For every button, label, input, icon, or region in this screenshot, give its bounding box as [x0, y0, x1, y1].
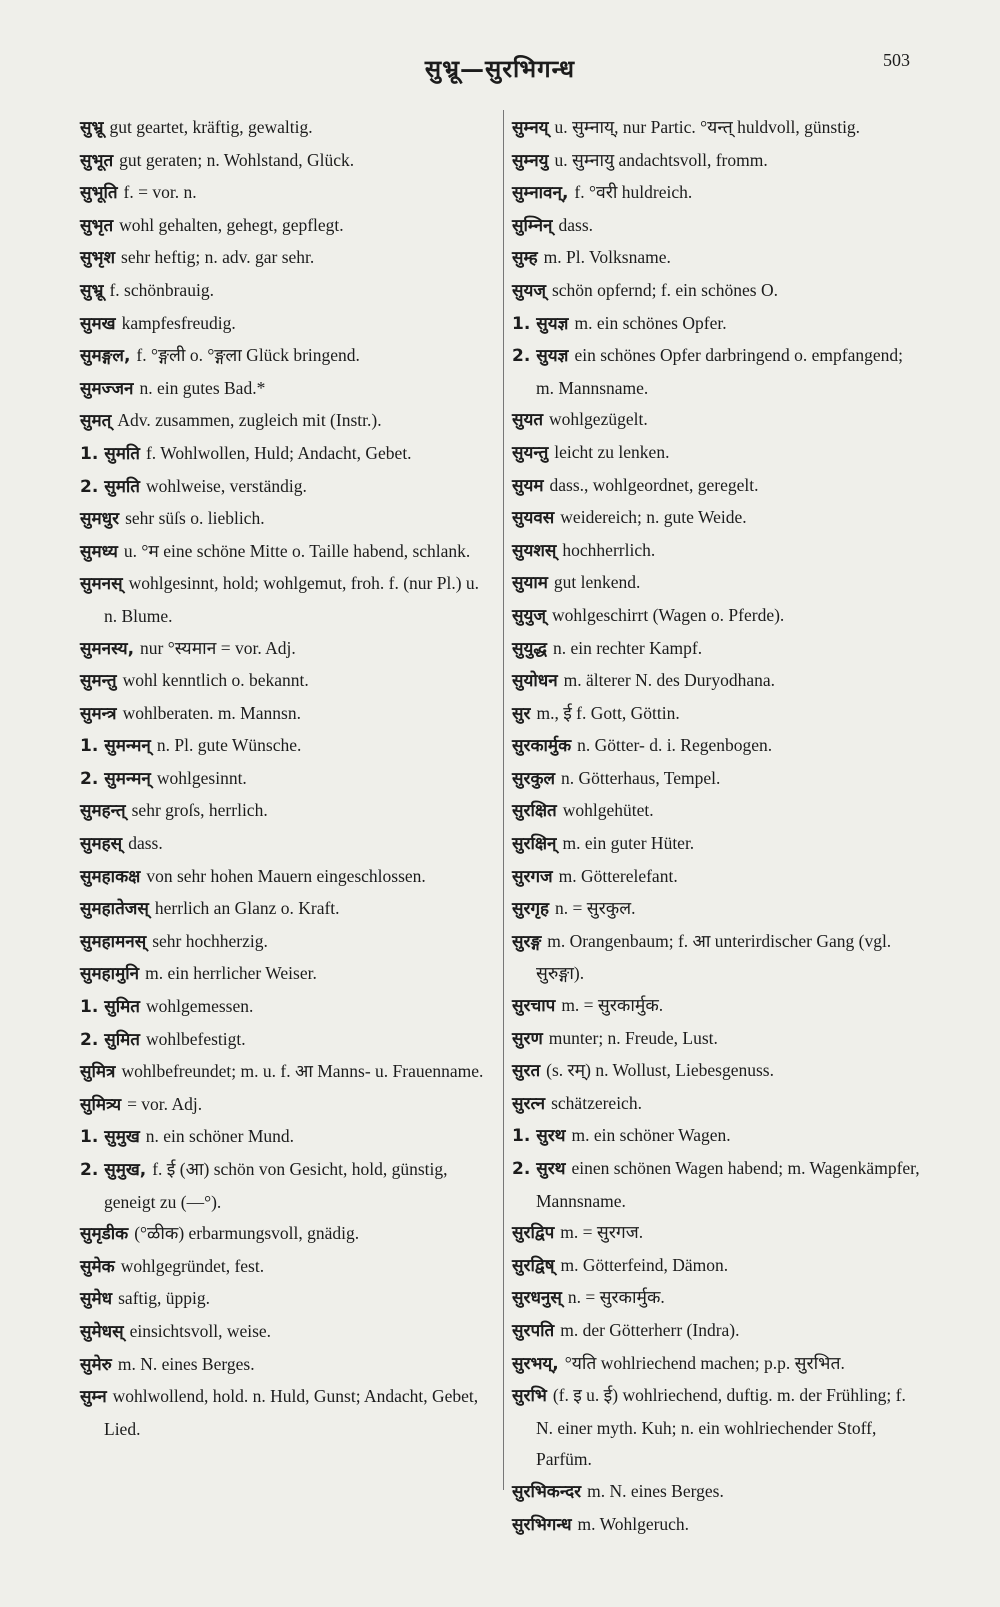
entry-headword: सुमन्तु [80, 671, 117, 692]
dictionary-entry [512, 828, 922, 861]
entry-headword: सुमहामनस् [80, 931, 147, 952]
dictionary-entry [512, 698, 922, 731]
entry-headword: सुमज्जन [80, 378, 134, 399]
dictionary-entry [512, 1348, 922, 1381]
dictionary-entry [80, 112, 495, 145]
dictionary-entry [80, 828, 495, 861]
dictionary-entry [80, 568, 495, 632]
entry-definition: hochherrlich. [562, 539, 656, 560]
entry-definition: einsichtsvoll, weise. [129, 1320, 272, 1341]
entry-headword: 2. सुरथ [512, 1159, 566, 1179]
dictionary-entry [80, 958, 495, 991]
dictionary-entry [512, 1509, 922, 1542]
dictionary-entry [80, 926, 495, 959]
dictionary-entry [80, 438, 495, 471]
dictionary-entry [512, 177, 922, 210]
dictionary-entry [80, 861, 495, 894]
entry-definition: u. सुम्नाय्, nur Partic. °यन्त् huldvoll, günstig. [554, 117, 861, 137]
entry-headword: सुरभिगन्ध [512, 1514, 572, 1535]
entry-definition: gut geraten; n. Wohlstand, Glück. [119, 149, 355, 170]
dictionary-entry [80, 503, 495, 536]
entry-headword: सुमहातेजस् [80, 899, 149, 920]
dictionary-entry [512, 1088, 922, 1121]
entry-definition: n. = सुरकार्मुक. [567, 1287, 665, 1308]
page-number: 503 [883, 50, 910, 70]
dictionary-entry [512, 600, 922, 633]
entry-definition: m. N. eines Berges. [587, 1480, 724, 1501]
entry-headword: सुरभि [512, 1386, 547, 1407]
entry-definition: m. Pl. Volksname. [543, 247, 671, 268]
entry-headword: सुभूत [80, 150, 114, 171]
entry-headword: सुमहाकक्ष [80, 866, 141, 887]
dictionary-entry [512, 1476, 922, 1509]
dictionary-entry [80, 730, 495, 763]
entry-definition: n. = सुरकुल. [555, 898, 636, 919]
entry-definition: f. Wohlwollen, Huld; Andacht, Gebet. [145, 442, 412, 463]
entry-headword: सुभूति [80, 183, 118, 204]
dictionary-entry [512, 340, 922, 404]
dictionary-entry [80, 633, 495, 666]
entry-headword: सुरत्न [512, 1093, 546, 1114]
dictionary-entry [512, 1250, 922, 1283]
dictionary-entry [80, 665, 495, 698]
right-column [512, 112, 922, 1541]
entry-definition: m. N. eines Berges. [117, 1353, 255, 1374]
entry-headword: सुमङ्गल, [80, 346, 131, 367]
entry-definition: u. सुम्नायु andachtsvoll, fromm. [554, 149, 768, 170]
dictionary-entry [80, 242, 495, 275]
dictionary-entry [80, 1121, 495, 1154]
dictionary-entry [80, 177, 495, 210]
entry-definition: u. °म eine schöne Mitte o. Taille habend, schlank. [123, 540, 471, 561]
entry-definition: sehr heftig; n. adv. gar sehr. [121, 247, 315, 268]
column-divider [503, 110, 504, 1490]
entry-headword: सुम्ह [512, 248, 538, 269]
dictionary-entry [80, 1349, 495, 1382]
entry-headword: 2. सुयज्ञ [512, 346, 569, 367]
entry-definition: gut lenkend. [553, 572, 641, 593]
dictionary-entry [80, 1089, 495, 1122]
entry-definition: weidereich; n. gute Weide. [560, 507, 747, 528]
dictionary-entry [512, 1282, 922, 1315]
entry-headword: सुमेधस् [80, 1321, 124, 1342]
dictionary-entry [512, 567, 922, 600]
dictionary-entry [512, 404, 922, 437]
entry-headword: सुमधुर [80, 509, 120, 530]
entry-definition: schön opfernd; f. ein schönes O. [551, 279, 778, 300]
entry-headword: सुरद्विष् [512, 1255, 555, 1276]
entry-definition: m. = सुरगज. [560, 1222, 644, 1243]
entry-definition: m. = सुरकार्मुक. [561, 995, 664, 1016]
entry-definition: wohlgesinnt, hold; wohlgemut, froh. f. (nur Pl.) u. n. Blume. [104, 573, 480, 626]
entry-headword: सुयाम [512, 573, 548, 594]
dictionary-entry [80, 1251, 495, 1284]
entry-headword: सुरगज [512, 866, 553, 887]
entry-headword: सुम्नयु [512, 150, 549, 171]
entry-headword: सुरचाप [512, 996, 556, 1017]
entry-definition: f. °वरी huldreich. [574, 182, 693, 203]
entry-headword: सुरगृह [512, 899, 550, 920]
entry-definition: m. ein schöner Wagen. [571, 1125, 731, 1146]
entry-definition: m. der Götterherr (Indra). [560, 1319, 740, 1340]
dictionary-entry [80, 210, 495, 243]
entry-definition: m. Orangenbaum; f. आ unterirdischer Gang (vgl. सुरुङ्गा). [536, 930, 892, 984]
entry-headword: सुयज् [512, 280, 546, 301]
dictionary-entry [512, 535, 922, 568]
dictionary-entry [80, 340, 495, 373]
entry-definition: Adv. zusammen, zugleich mit (Instr.). [117, 410, 382, 431]
entry-headword: सुम्न [80, 1387, 107, 1408]
entry-headword: 2. सुमित [80, 1029, 140, 1050]
entry-headword: 1. सुमित [80, 997, 140, 1018]
dictionary-entry [512, 1120, 922, 1153]
entry-definition: wohlberaten. m. Mannsn. [122, 702, 301, 723]
dictionary-entry [80, 275, 495, 308]
entry-definition: ein schönes Opfer darbringend o. empfangend; m. Mannsname. [536, 345, 903, 398]
entry-definition: sehr groſs, herrlich. [131, 800, 268, 821]
entry-definition: wohlwollend, hold. n. Huld, Gunst; Andacht, Gebet, Lied. [104, 1386, 479, 1439]
entry-definition: munter; n. Freude, Lust. [548, 1027, 718, 1048]
entry-headword: सुरक्षिन् [512, 834, 557, 855]
dictionary-entry [80, 1316, 495, 1349]
entry-headword: सुरत [512, 1061, 541, 1082]
entry-headword: सुरकुल [512, 768, 556, 789]
entry-definition: m. Wohlgeruch. [577, 1513, 690, 1534]
entry-definition: wohlgehütet. [562, 800, 654, 821]
entry-definition: wohlgemessen. [145, 996, 254, 1017]
entry-definition: m. ein herrlicher Weiser. [145, 963, 317, 984]
entry-definition: n. ein gutes Bad.* [139, 377, 266, 398]
entry-definition: wohlbefestigt. [145, 1028, 246, 1049]
entry-headword: सुमेध [80, 1289, 113, 1310]
dictionary-entry [80, 373, 495, 406]
entry-headword: सुमित्र्य [80, 1094, 122, 1115]
entry-definition: °यति wohlriechend machen; p.p. सुरभित. [564, 1352, 845, 1373]
dictionary-entry [512, 633, 922, 666]
entry-headword: सुम्नावन्, [512, 183, 569, 204]
dictionary-entry [512, 893, 922, 926]
entry-definition: wohlgezügelt. [549, 409, 648, 430]
entry-definition: wohlbefreundet; m. u. f. आ Manns- u. Frauenname. [121, 1061, 484, 1082]
page-header-title: सुभ्रू—सुरभिगन्ध [424, 54, 576, 83]
entry-definition: = vor. Adj. [127, 1093, 203, 1114]
dictionary-entry [80, 1283, 495, 1316]
entry-definition: n. ein schöner Mund. [145, 1126, 295, 1147]
dictionary-entry [512, 926, 922, 990]
entry-headword: 1. सुमुख [80, 1127, 140, 1148]
entry-definition: sehr süſs o. lieblich. [125, 508, 265, 529]
entry-headword: सुमृडीक [80, 1224, 129, 1245]
entry-definition: n. Götterhaus, Tempel. [561, 767, 721, 788]
entry-headword: सुमध्य [80, 541, 118, 562]
dictionary-entry [512, 437, 922, 470]
entry-headword: 2. सुमन्मन् [80, 768, 151, 789]
dictionary-entry [512, 861, 922, 894]
dictionary-entry [80, 145, 495, 178]
entry-headword: सुमहन्त् [80, 801, 126, 822]
dictionary-entry [512, 990, 922, 1023]
entry-headword: 2. सुमुख, [80, 1160, 147, 1180]
left-column [80, 112, 495, 1445]
entry-headword: सुरधनुस् [512, 1288, 562, 1309]
entry-definition: m. Götterfeind, Dämon. [560, 1254, 729, 1275]
entry-headword: सुरङ्ग [512, 931, 542, 952]
dictionary-entry [512, 112, 922, 145]
entry-headword: सुर [512, 703, 531, 724]
entry-definition: n. ein rechter Kampf. [552, 637, 703, 658]
entry-definition: kampfesfreudig. [121, 312, 236, 333]
entry-definition: von sehr hohen Mauern eingeschlossen. [146, 865, 426, 886]
dictionary-entry [512, 275, 922, 308]
dictionary-entry [512, 795, 922, 828]
dictionary-entry [80, 991, 495, 1024]
entry-headword: 1. सुमति [80, 443, 140, 464]
entry-definition: dass. [128, 833, 163, 854]
entry-headword: सुमहस् [80, 834, 123, 855]
dictionary-entry [80, 795, 495, 828]
entry-definition: sehr hochherzig. [152, 930, 268, 951]
dictionary-entry [512, 763, 922, 796]
entry-definition: m. Götterelefant. [558, 865, 678, 886]
dictionary-entry [512, 1153, 922, 1217]
entry-headword: सुमहामुनि [80, 964, 140, 985]
entry-definition: (°ळीक) erbarmungsvoll, gnädig. [134, 1223, 360, 1244]
dictionary-entry [512, 502, 922, 535]
entry-headword: सुयुद्ध [512, 638, 547, 659]
entry-headword: सुभृश [80, 248, 116, 269]
dictionary-entry [512, 210, 922, 243]
entry-headword: सुमनस्य, [80, 638, 135, 659]
dictionary-entry [512, 308, 922, 341]
dictionary-entry [512, 242, 922, 275]
dictionary-entry [512, 730, 922, 763]
entry-definition: wohlgegründet, fest. [120, 1255, 265, 1276]
entry-headword: सुम्नय् [512, 118, 549, 138]
entry-definition: m. ein guter Hüter. [562, 833, 695, 854]
entry-headword: सुयत [512, 410, 544, 431]
entry-headword: सुमन्त्र [80, 703, 117, 724]
dictionary-entry [512, 1023, 922, 1056]
entry-headword: सुमत् [80, 411, 112, 432]
entry-definition: m. älterer N. des Duryodhana. [563, 670, 776, 691]
entry-headword: सुमेक [80, 1256, 115, 1277]
entry-definition: wohlgesinnt. [156, 767, 247, 788]
entry-definition: gut geartet, kräftig, gewaltig. [109, 117, 313, 137]
entry-definition: wohlgeschirrt (Wagen o. Pferde). [551, 604, 785, 625]
entry-headword: सुरभिकन्दर [512, 1481, 582, 1502]
entry-headword: सुभ्रू [80, 118, 104, 138]
entry-definition: n. Götter- d. i. Regenbogen. [577, 735, 773, 756]
dictionary-entry [80, 536, 495, 569]
entry-definition: dass., wohlgeordnet, geregelt. [549, 474, 759, 495]
dictionary-entry [80, 405, 495, 438]
entry-headword: सुयोधन [512, 671, 558, 692]
entry-headword: सुमनस् [80, 574, 123, 595]
entry-definition: (f. इ u. ई) wohlriechend, duftig. m. der Frühling; f. N. einer myth. Kuh; n. ein wohlriechender Stoff, Parfüm. [536, 1385, 906, 1470]
entry-headword: सुयवस [512, 508, 555, 529]
entry-definition: m., ई f. Gott, Göttin. [536, 702, 680, 723]
entry-definition: wohl gehalten, gehegt, gepflegt. [119, 214, 344, 235]
entry-headword: 2. सुमति [80, 476, 140, 497]
dictionary-entry [80, 893, 495, 926]
entry-definition: nur °स्यमान = vor. Adj. [140, 637, 296, 658]
entry-headword: सुयम [512, 475, 544, 496]
entry-headword: 1. सुमन्मन् [80, 736, 151, 757]
entry-definition: n. Pl. gute Wünsche. [156, 735, 302, 756]
entry-headword: सुमेरु [80, 1354, 112, 1375]
entry-definition: f. ई (आ) schön von Gesicht, hold, günstig, geneigt zu (—°). [104, 1159, 448, 1212]
dictionary-entry [512, 145, 922, 178]
dictionary-entry [80, 1056, 495, 1089]
dictionary-entry [80, 1218, 495, 1251]
dictionary-entry [512, 1217, 922, 1250]
dictionary-entry [512, 1055, 922, 1088]
dictionary-entry [80, 1154, 495, 1218]
entry-headword: सुमख [80, 313, 116, 334]
entry-definition: f. schönbrauig. [109, 279, 214, 300]
dictionary-entry [512, 1380, 922, 1476]
entry-headword: 1. सुयज्ञ [512, 313, 569, 334]
entry-headword: सुरण [512, 1028, 543, 1049]
entry-headword: सुरद्विप [512, 1223, 555, 1244]
entry-definition: saftig, üppig. [118, 1288, 210, 1309]
entry-definition: wohlweise, verständig. [145, 475, 307, 496]
dictionary-entry [80, 1381, 495, 1445]
entry-headword: सुरभय्, [512, 1353, 559, 1374]
entry-headword: 1. सुरथ [512, 1126, 566, 1147]
entry-headword: सुभ्रू [80, 280, 104, 301]
dictionary-entry [512, 470, 922, 503]
entry-definition: einen schönen Wagen habend; m. Wagenkämpfer, Mannsname. [536, 1158, 920, 1211]
entry-headword: सुरकार्मुक [512, 736, 572, 757]
entry-definition: f. = vor. n. [123, 182, 197, 203]
entry-definition: m. ein schönes Opfer. [574, 312, 727, 333]
dictionary-entry [80, 308, 495, 341]
entry-definition: herrlich an Glanz o. Kraft. [154, 898, 340, 919]
dictionary-entry [80, 698, 495, 731]
entry-headword: सुयशस् [512, 540, 557, 561]
entry-headword: सुरपति [512, 1320, 555, 1341]
dictionary-entry [80, 471, 495, 504]
entry-definition: dass. [558, 214, 594, 235]
entry-definition: wohl kenntlich o. bekannt. [122, 670, 309, 691]
entry-definition: (s. रम्) n. Wollust, Liebesgenuss. [546, 1060, 774, 1081]
entry-headword: सुभृत [80, 215, 114, 236]
dictionary-entry [80, 763, 495, 796]
entry-headword: सुरक्षित [512, 801, 557, 822]
entry-headword: सुमित्र [80, 1062, 116, 1083]
entry-headword: सुम्निन् [512, 215, 553, 236]
entry-headword: सुयन्तु [512, 442, 549, 463]
entry-definition: schätzereich. [551, 1092, 642, 1113]
dictionary-entry [512, 665, 922, 698]
entry-definition: f. °ङ्गली o. °ङ्गला Glück bringend. [136, 345, 360, 366]
entry-headword: सुयुज् [512, 605, 546, 626]
dictionary-entry [512, 1315, 922, 1348]
dictionary-entry [80, 1024, 495, 1057]
entry-definition: leicht zu lenken. [554, 441, 670, 462]
